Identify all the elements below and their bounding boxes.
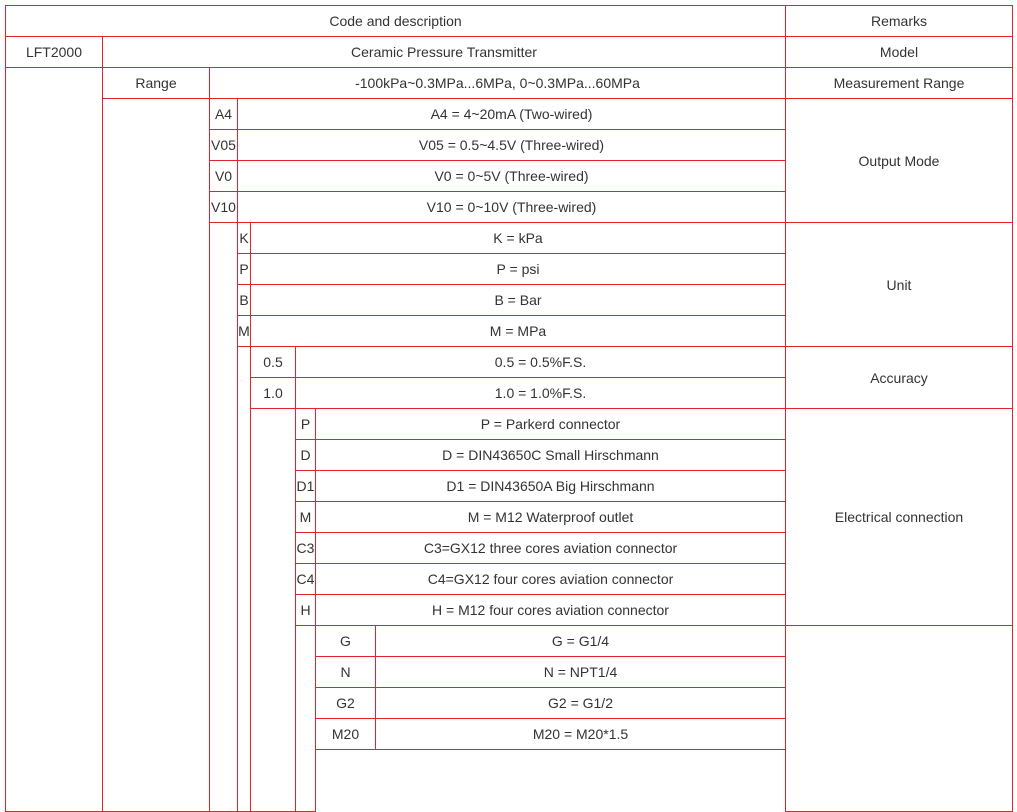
- electrical-connection-description: P = Parkerd connector: [315, 408, 786, 440]
- header-remarks: Remarks: [785, 5, 1013, 37]
- unit-code: M: [237, 315, 251, 347]
- accuracy-description: 1.0 = 1.0%F.S.: [295, 377, 786, 409]
- unit-description: K = kPa: [250, 222, 786, 254]
- electrical-connection-description: D = DIN43650C Small Hirschmann: [315, 439, 786, 471]
- output-mode-code: V10: [209, 191, 238, 223]
- unit-description: P = psi: [250, 253, 786, 285]
- model-column-spacer: [5, 67, 103, 812]
- model-remark: Model: [785, 36, 1013, 68]
- output-mode-description: A4 = 4~20mA (Two-wired): [237, 98, 786, 130]
- pressure-port-description: G2 = G1/2: [375, 687, 786, 719]
- pressure-port-code: N: [315, 656, 376, 688]
- electrical-connection-code: D1: [295, 470, 316, 502]
- output-column-spacer: [209, 222, 238, 812]
- model-description: Ceramic Pressure Transmitter: [102, 36, 786, 68]
- range-remark: Measurement Range: [785, 67, 1013, 99]
- accuracy-column-spacer: [250, 408, 296, 812]
- output-mode-description: V10 = 0~10V (Three-wired): [237, 191, 786, 223]
- pressure-port-description: G = G1/4: [375, 625, 786, 657]
- unit-description: M = MPa: [250, 315, 786, 347]
- range-description: -100kPa~0.3MPa...6MPa, 0~0.3MPa...60MPa: [209, 67, 786, 99]
- unit-code: B: [237, 284, 251, 316]
- pressure-port-remark: [785, 625, 1013, 812]
- electrical-connection-description: M = M12 Waterproof outlet: [315, 501, 786, 533]
- model-code: LFT2000: [5, 36, 103, 68]
- unit-description: B = Bar: [250, 284, 786, 316]
- pressure-port-description: N = NPT1/4: [375, 656, 786, 688]
- electrical-connection-description: D1 = DIN43650A Big Hirschmann: [315, 470, 786, 502]
- unit-remark: Unit: [785, 222, 1013, 347]
- unit-code: K: [237, 222, 251, 254]
- output-mode-code: A4: [209, 98, 238, 130]
- output-mode-remark: Output Mode: [785, 98, 1013, 223]
- electrical-connection-code: M: [295, 501, 316, 533]
- pressure-port-description: M20 = M20*1.5: [375, 718, 786, 750]
- unit-column-spacer: [237, 346, 251, 812]
- electrical-connection-remark: Electrical connection: [785, 408, 1013, 626]
- accuracy-code: 1.0: [250, 377, 296, 409]
- electrical-connection-description: H = M12 four cores aviation connector: [315, 594, 786, 626]
- pressure-port-code: M20: [315, 718, 376, 750]
- accuracy-remark: Accuracy: [785, 346, 1013, 409]
- accuracy-description: 0.5 = 0.5%F.S.: [295, 346, 786, 378]
- electrical-connection-code: D: [295, 439, 316, 471]
- pressure-port-code: G: [315, 625, 376, 657]
- electrical-connection-code: C3: [295, 532, 316, 564]
- header-code-and-description: Code and description: [5, 5, 786, 37]
- electrical-connection-code: H: [295, 594, 316, 626]
- electrical-column-spacer: [295, 625, 316, 812]
- electrical-connection-description: C4=GX12 four cores aviation connector: [315, 563, 786, 595]
- unit-code: P: [237, 253, 251, 285]
- output-mode-description: V05 = 0.5~4.5V (Three-wired): [237, 129, 786, 161]
- output-mode-description: V0 = 0~5V (Three-wired): [237, 160, 786, 192]
- range-label: Range: [102, 67, 210, 99]
- electrical-connection-description: C3=GX12 three cores aviation connector: [315, 532, 786, 564]
- output-mode-code: V0: [209, 160, 238, 192]
- accuracy-code: 0.5: [250, 346, 296, 378]
- electrical-connection-code: P: [295, 408, 316, 440]
- electrical-connection-code: C4: [295, 563, 316, 595]
- pressure-port-code: G2: [315, 687, 376, 719]
- range-column-spacer: [102, 98, 210, 812]
- output-mode-code: V05: [209, 129, 238, 161]
